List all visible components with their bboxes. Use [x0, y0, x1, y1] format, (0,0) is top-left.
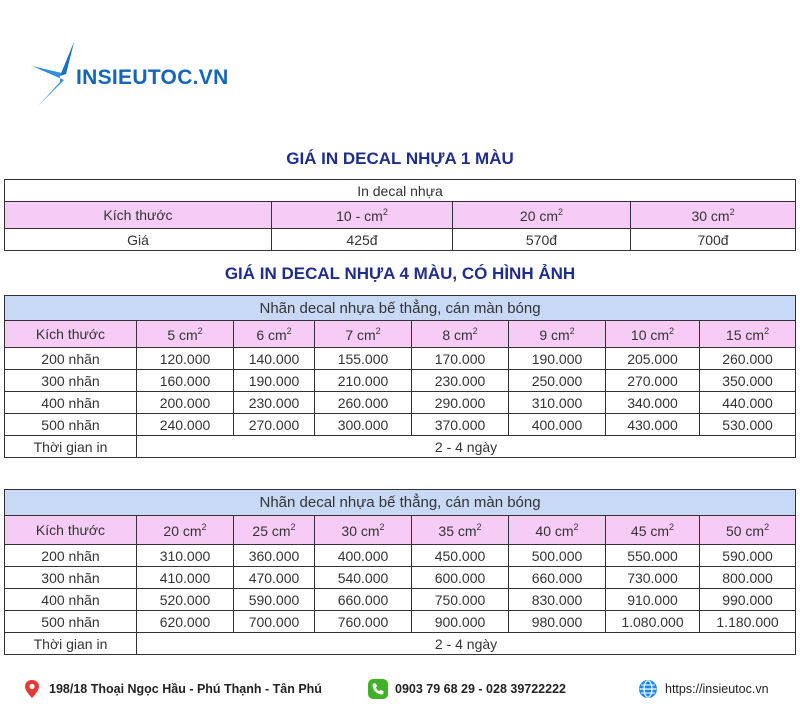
table1-header: In decal nhựa [5, 180, 796, 202]
price-cell: 230.000 [234, 392, 315, 414]
price-cell: 230.000 [412, 370, 509, 392]
table-row [5, 567, 796, 589]
size-cell: 20 $cm^2$ [453, 202, 631, 229]
price-cell: 200.000 [137, 392, 234, 414]
price-cell: 800.000 [700, 567, 796, 589]
size-cell: 30 $cm^2$ [315, 516, 412, 545]
brand-logo[interactable] [30, 38, 290, 108]
price-cell: 120.000 [137, 348, 234, 370]
row-label: 200 nhãn [5, 348, 137, 370]
size-label: Kích thước [5, 321, 137, 348]
price-cell: 550.000 [606, 545, 700, 567]
price-cell: 140.000 [234, 348, 315, 370]
price-cell: 760.000 [315, 611, 412, 633]
price-cell: 910.000 [606, 589, 700, 611]
price-cell: 730.000 [606, 567, 700, 589]
price-cell: 210.000 [315, 370, 412, 392]
price-cell: 410.000 [137, 567, 234, 589]
price-cell: 750.000 [412, 589, 509, 611]
row-label: 400 nhãn [5, 392, 137, 414]
time-label: Thời gian in [5, 436, 137, 458]
table-row [5, 611, 796, 633]
footer-address[interactable] [22, 676, 322, 702]
price-cell: 620.000 [137, 611, 234, 633]
price-cell: 450.000 [412, 545, 509, 567]
table-row [5, 414, 796, 436]
globe-icon [638, 679, 658, 699]
row-label: 300 nhãn [5, 567, 137, 589]
price-cell: 190.000 [509, 348, 606, 370]
size-label: Kích thước [5, 516, 137, 545]
footer-phone[interactable] [368, 676, 566, 702]
price-cell: 260.000 [315, 392, 412, 414]
price-cell: 900.000 [412, 611, 509, 633]
size-label: Kích thước [5, 202, 272, 229]
price-cell: 350.000 [700, 370, 796, 392]
price-cell: 400.000 [315, 545, 412, 567]
footer-website[interactable] [638, 676, 769, 702]
price-cell: 1.180.000 [700, 611, 796, 633]
price-cell: 500.000 [509, 545, 606, 567]
price-cell: 170.000 [412, 348, 509, 370]
row-label: 300 nhãn [5, 370, 137, 392]
size-cell: 40 $cm^2$ [509, 516, 606, 545]
row-label: 200 nhãn [5, 545, 137, 567]
size-cell: 7 $cm^2$ [315, 321, 412, 348]
price-cell: 980.000 [509, 611, 606, 633]
price-cell: 360.000 [234, 545, 315, 567]
time-value: 2 - 4 ngày [137, 436, 796, 458]
price-table-4-color-small [4, 295, 796, 458]
price-cell: 440.000 [700, 392, 796, 414]
price-table-1-color [4, 179, 796, 251]
size-cell: 20 $cm^2$ [137, 516, 234, 545]
price-cell: 310.000 [509, 392, 606, 414]
price-cell: 570đ [453, 229, 631, 251]
price-cell: 590.000 [700, 545, 796, 567]
price-cell: 700.000 [234, 611, 315, 633]
price-table-4-color-large [4, 489, 796, 655]
price-cell: 425đ [272, 229, 453, 251]
row-label: 500 nhãn [5, 414, 137, 436]
size-cell: 6 $cm^2$ [234, 321, 315, 348]
size-cell: 50 $cm^2$ [700, 516, 796, 545]
size-cell: 35 $cm^2$ [412, 516, 509, 545]
price-cell: 540.000 [315, 567, 412, 589]
price-cell: 270.000 [606, 370, 700, 392]
price-cell: 520.000 [137, 589, 234, 611]
size-cell: 15 $cm^2$ [700, 321, 796, 348]
size-cell: 25 $cm^2$ [234, 516, 315, 545]
price-cell: 470.000 [234, 567, 315, 589]
price-cell: 300.000 [315, 414, 412, 436]
location-pin-icon [22, 679, 42, 699]
row-label: 400 nhãn [5, 589, 137, 611]
size-cell: 30 $cm^2$ [631, 202, 796, 229]
price-cell: 240.000 [137, 414, 234, 436]
price-label: Giá [5, 229, 272, 251]
table1-title: GIÁ IN DECAL NHỰA 1 MÀU [286, 149, 514, 168]
price-cell: 370.000 [412, 414, 509, 436]
price-cell: 160.000 [137, 370, 234, 392]
table-row [5, 545, 796, 567]
row-label: 500 nhãn [5, 611, 137, 633]
price-cell: 430.000 [606, 414, 700, 436]
price-cell: 600.000 [412, 567, 509, 589]
price-cell: 530.000 [700, 414, 796, 436]
price-cell: 155.000 [315, 348, 412, 370]
price-cell: 660.000 [509, 567, 606, 589]
table-row [5, 348, 796, 370]
table-row [5, 589, 796, 611]
brand-name: INSIEUTOC.VN [76, 66, 229, 89]
table3-header: Nhãn decal nhựa bế thẳng, cán màn bóng [5, 490, 796, 516]
website-link[interactable]: https://insieutoc.vn [665, 682, 769, 696]
price-cell: 260.000 [700, 348, 796, 370]
price-cell: 205.000 [606, 348, 700, 370]
table-row [5, 370, 796, 392]
price-cell: 310.000 [137, 545, 234, 567]
size-cell: $10 - cm^2$ [272, 202, 453, 229]
address-text: 198/18 Thoại Ngọc Hầu - Phú Thạnh - Tân Phú [49, 682, 322, 696]
price-cell: 400.000 [509, 414, 606, 436]
size-cell: 9 $cm^2$ [509, 321, 606, 348]
size-cell: 10 $cm^2$ [606, 321, 700, 348]
table-row [5, 392, 796, 414]
price-cell: 990.000 [700, 589, 796, 611]
price-cell: 290.000 [412, 392, 509, 414]
price-cell: 250.000 [509, 370, 606, 392]
price-cell: 340.000 [606, 392, 700, 414]
size-cell: 45 $cm^2$ [606, 516, 700, 545]
time-label: Thời gian in [5, 633, 137, 655]
size-cell: 8 $cm^2$ [412, 321, 509, 348]
price-cell: 1.080.000 [606, 611, 700, 633]
table2-title: GIÁ IN DECAL NHỰA 4 MÀU, CÓ HÌNH ẢNH [224, 264, 576, 283]
phone-text: 0903 79 68 29 - 028 39722222 [395, 682, 566, 696]
price-cell: 190.000 [234, 370, 315, 392]
price-cell: 270.000 [234, 414, 315, 436]
price-cell: 830.000 [509, 589, 606, 611]
time-value: 2 - 4 ngày [137, 633, 796, 655]
price-cell: 660.000 [315, 589, 412, 611]
price-cell: 700đ [631, 229, 796, 251]
price-cell: 590.000 [234, 589, 315, 611]
phone-icon [368, 679, 388, 699]
size-cell: 5 $cm^2$ [137, 321, 234, 348]
table2-header: Nhãn decal nhựa bế thẳng, cán màn bóng [5, 296, 796, 321]
